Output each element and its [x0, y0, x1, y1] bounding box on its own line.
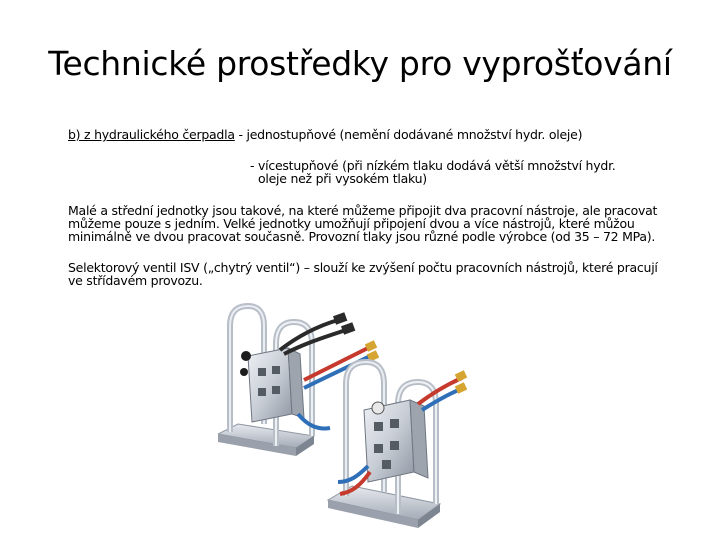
left-valve-unit	[218, 306, 379, 456]
units-paragraph-line-3: minimálně ve dvou pracovat současně. Provozní tlaky jsou různé podle výrobce (od 35 – 72 MPa).	[68, 229, 656, 244]
multi-stage-line-2: oleje než při vysokém tlaku)	[258, 171, 427, 186]
slide-title: Technické prostředky pro vyprošťování	[48, 44, 672, 83]
right-valve-unit	[328, 362, 467, 528]
units-paragraph-line-2: můžeme pouze s jedním. Velké jednotky umožňují připojení dvou a více nástrojů, které můžou	[68, 216, 635, 231]
single-stage-description: - jednostupňové (nemění dodávané množství hydr. oleje)	[234, 127, 583, 142]
selector-paragraph-line-2: ve střídavém provozu.	[68, 273, 203, 288]
pump-heading: b) z hydraulického čerpadla	[68, 127, 235, 142]
units-paragraph-line-1: Malé a střední jednotky jsou takové, na které můžeme připojit dva pracovní nástroje, ale pracovat	[68, 203, 658, 218]
hydraulic-selector-valve-photo	[218, 296, 468, 532]
multi-stage-line-1: - vícestupňové (při nízkém tlaku dodává větší množství hydr.	[250, 158, 616, 173]
pump-single-stage-line	[68, 128, 582, 141]
selector-paragraph-line-1: Selektorový ventil ISV („chytrý ventil“) – slouží ke zvýšení počtu pracovních nástrojů, které pracují	[68, 260, 658, 275]
